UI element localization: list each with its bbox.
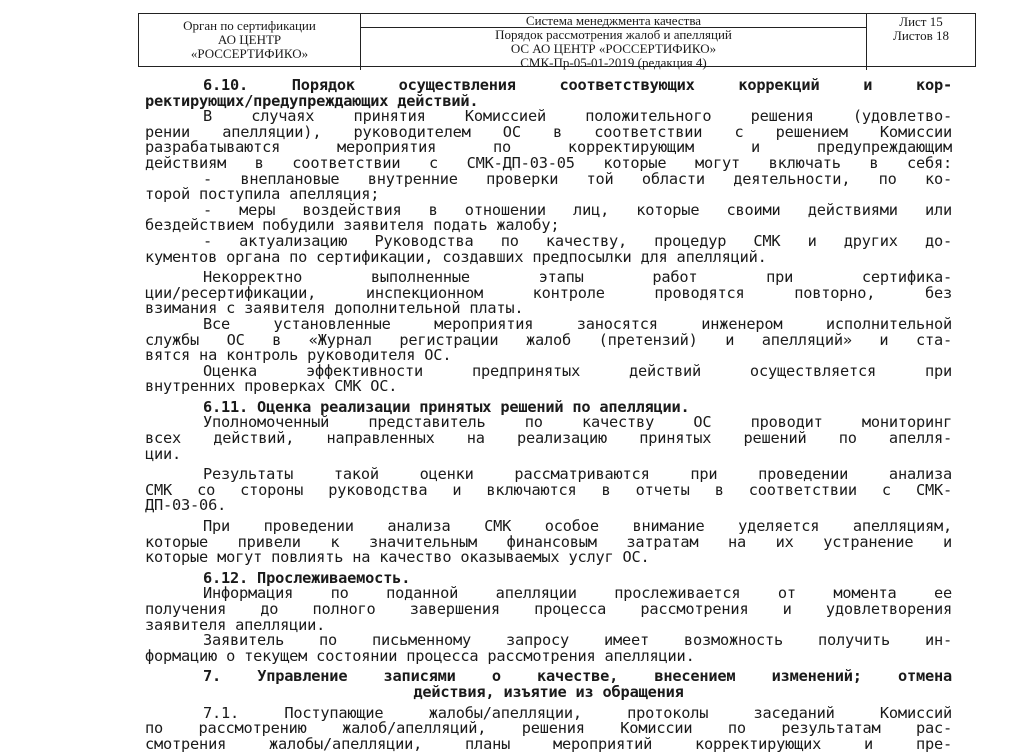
text-line: СМК со стороны руководства и включаются в отчеты в соответствии с СМК- xyxy=(145,480,952,499)
text-line: В случаях принятия Комиссией положительного решения (удовлетво- xyxy=(203,107,952,126)
text-line: получения до полного завершения процесса рассмотрения и удовлетворения xyxy=(145,600,952,618)
text-line: которые привели к значительным финансовым затратам на их устранение и xyxy=(145,532,952,551)
sheet-number: Лист 15 xyxy=(899,14,943,29)
section-heading: 6.11. Оценка реализации принятых решений по апелляции. xyxy=(203,397,690,416)
text-line: по рассмотрению жалоб/апелляций, решения Комиссии по результатам рас- xyxy=(145,719,952,738)
quality-system-title: Система менеджмента качества xyxy=(361,14,866,28)
text-line: службы ОС в «Журнал регистрации жалоб (претензий) и апелляций» и ста- xyxy=(145,330,952,349)
list-item-line: - меры воздействия в отношении лиц, которые своими действиями или xyxy=(203,200,952,219)
text-line: вятся на контроль руководителя ОС. xyxy=(145,346,452,365)
document-title-cell xyxy=(361,14,867,70)
text-line: Информация по поданной апелляции прослеживается от момента ее xyxy=(203,584,952,603)
doc-code-line: СМК-Пр-05-01-2019 (редакция 4) xyxy=(520,55,707,70)
list-item-line: бездействием побудили заявителя подать жалобу; xyxy=(145,216,560,235)
section-heading: 6.10. Порядок осуществления соответствующих коррекций и кор- xyxy=(203,76,952,94)
text-line: внутренних проверках СМК ОС. xyxy=(145,377,398,396)
text-line: которые могут повлиять на качество оказываемых услуг ОС. xyxy=(145,548,650,567)
org-line: АО ЦЕНТР xyxy=(217,32,282,47)
text-line: Оценка эффективности предпринятых действий осуществляется при xyxy=(203,361,952,380)
text-line: ции. xyxy=(145,444,182,463)
text-line: всех действий, направленных на реализацию принятых решений по апелля- xyxy=(145,429,952,448)
doc-title-line: Порядок рассмотрения жалоб и апелляций xyxy=(495,27,732,42)
text-line: Заявитель по письменному запросу имеет возможность получить ин- xyxy=(203,631,952,650)
list-item-line: - актуализацию Руководства по качеству, процедур СМК и других до- xyxy=(203,231,952,250)
org-line: «РОССЕРТИФИКО» xyxy=(190,46,309,61)
text-line: Уполномоченный представитель по качеству ОС проводит мониторинг xyxy=(203,413,952,432)
list-item-line: торой поступила апелляция; xyxy=(145,185,380,204)
section-heading: действия, изъятие из обращения xyxy=(413,682,684,701)
text-line: смотрения жалобы/апелляции, планы мероприятий корректирующих и пре- xyxy=(145,734,952,753)
text-line: формацию о текущем состоянии процесса рассмотрения апелляции. xyxy=(145,646,695,665)
text-line: действиям в соответствии с СМК-ДП-03-05 которые могут включать в себя: xyxy=(145,153,952,172)
doc-title-line: ОС АО ЦЕНТР «РОССЕРТИФИКО» xyxy=(510,41,717,56)
section-heading: ректирующих/предупреждающих действий. xyxy=(145,91,479,110)
text-line: Некорректно выполненные этапы работ при сертифика- xyxy=(203,268,952,287)
document-body xyxy=(145,78,952,752)
text-line: заявителя апелляции. xyxy=(145,615,326,634)
text-line: разрабатываются мероприятия по корректирующим и предупреждающим xyxy=(145,138,952,157)
sheets-total: Листов 18 xyxy=(893,28,949,43)
org-line: Орган по сертификации xyxy=(183,18,316,33)
text-line: взимания с заявителя дополнительной платы. xyxy=(145,299,524,318)
list-item-line: кументов органа по сертификации, создавших предпосылки для апелляций. xyxy=(145,247,767,266)
sheet-number-cell xyxy=(867,14,975,70)
document-header-table xyxy=(138,13,976,70)
text-line: 7.1. Поступающие жалобы/апелляции, протоколы заседаний Комиссий xyxy=(203,703,952,722)
text-line: Все установленные мероприятия заносятся инженером исполнительной xyxy=(203,314,952,333)
certification-body-cell xyxy=(139,14,361,70)
list-item-line: - внеплановые внутренние проверки той области деятельности, по ко- xyxy=(203,169,952,188)
text-line: ции/ресертификации, инспекционном контроле проводятся повторно, без xyxy=(145,283,952,302)
text-line: рении апелляции), руководителем ОС в соответствии с решением Комиссии xyxy=(145,122,952,141)
text-line: Результаты такой оценки рассматриваются при проведении анализа xyxy=(203,465,952,484)
text-line: При проведении анализа СМК особое внимание уделяется апелляциям, xyxy=(203,517,952,536)
section-heading: 7. Управление записями о качестве, внесением изменений; отмена xyxy=(203,667,952,686)
section-heading: 6.12. Прослеживаемость. xyxy=(203,568,411,587)
text-line: ДП-03-06. xyxy=(145,496,227,515)
